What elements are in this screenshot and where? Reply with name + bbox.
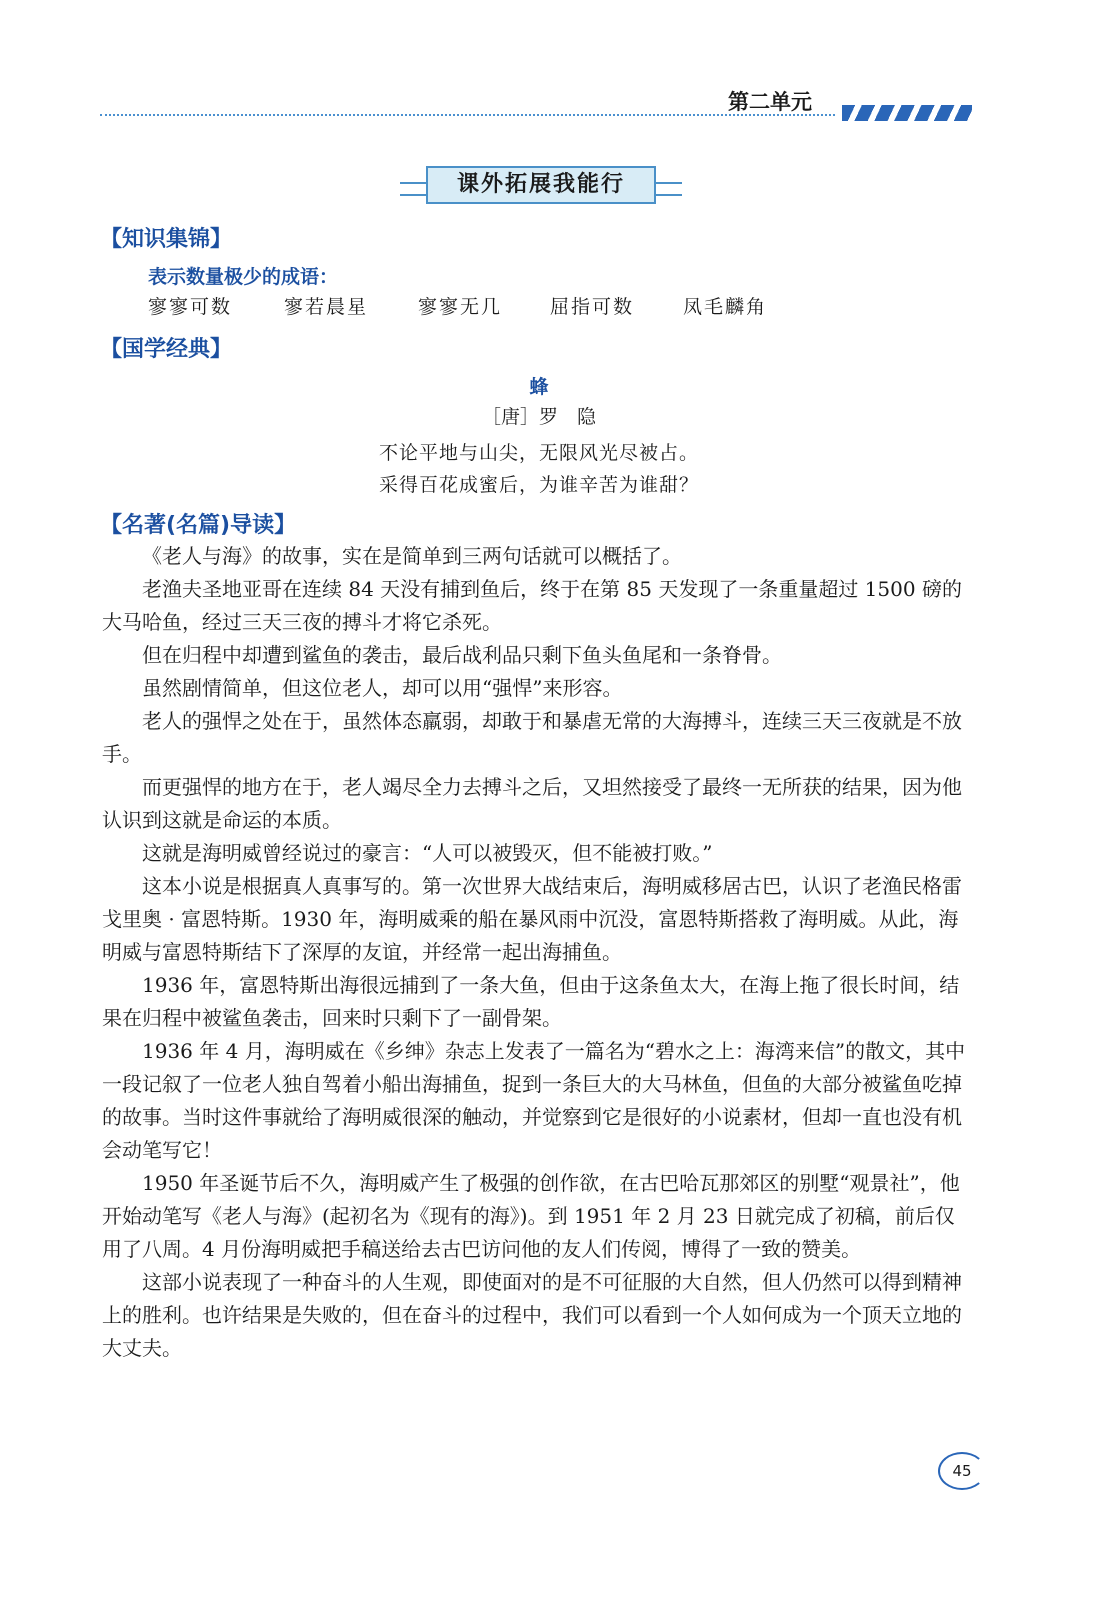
poem-author: ［唐］罗 隐 (481, 406, 596, 428)
idiom-item: 屈指可数 (550, 296, 635, 318)
poem-line: 采得百花成蜜后，为谁辛苦为谁甜？ (378, 474, 699, 496)
poem-line: 不论平地与山尖，无限风光尽被占。 (378, 442, 699, 464)
article-paragraph: 1936 年 4 月，海明威在《乡绅》杂志上发表了一篇名为“碧水之上：海湾来信”的散文，其中一段记叙了一位老人独自驾着小船出海捕鱼，捉到一条巨大的大马林鱼，但鱼的大部分被鲨鱼吃掉的故事。当时这件事就给了海明威很深的触动，并觉察到它是很好的小说素材，但却一直也没有机会动笔写它！ (102, 1039, 966, 1162)
article-paragraph: 这就是海明威曾经说过的豪言：“人可以被毁灭，但不能被打败。” (142, 841, 713, 865)
unit-title: 第二单元 (728, 90, 812, 114)
idioms-subheading: 表示数量极少的成语： (148, 266, 339, 288)
article-paragraph: 1950 年圣诞节后不久，海明威产生了极强的创作欲，在古巴哈瓦那郊区的别墅“观景社”，他开始动笔写《老人与海》(起初名为《现有的海》)。到 1951 年 2 月 23 日就完成了初稿，前后仅用了八周。4 月份海明威把手稿送给去古巴访问他的友人们传阅，博得了一致的赞美。 (102, 1171, 960, 1261)
article-paragraph: 这部小说表现了一种奋斗的人生观，即使面对的是不可征服的大自然，但人仍然可以得到精神上的胜利。也许结果是失败的，但在奋斗的过程中，我们可以看到一个人如何成为一个顶天立地的大丈夫。 (102, 1270, 962, 1360)
reading-article (102, 540, 972, 1365)
reading-heading: 【名著(名篇)导读】 (100, 513, 297, 538)
article-paragraph: 《老人与海》的故事，实在是简单到三两句话就可以概括了。 (142, 544, 682, 568)
idiom-item: 寥若晨星 (284, 296, 369, 318)
article-paragraph: 老渔夫圣地亚哥在连续 84 天没有捕到鱼后，终于在第 85 天发现了一条重量超过 1500 磅的大马哈鱼，经过三天三夜的搏斗才将它杀死。 (102, 577, 962, 634)
idiom-item: 寥寥可数 (148, 296, 233, 318)
poem-title: 蜂 (529, 376, 549, 398)
section-banner (400, 164, 682, 206)
header-divider (100, 114, 835, 116)
idiom-list (148, 292, 848, 322)
article-paragraph: 虽然剧情简单，但这位老人，却可以用“强悍”来形容。 (142, 676, 623, 700)
article-paragraph: 而更强悍的地方在于，老人竭尽全力去搏斗之后，又坦然接受了最终一无所获的结果，因为他认识到这就是命运的本质。 (102, 775, 962, 832)
article-paragraph: 但在归程中却遭到鲨鱼的袭击，最后战利品只剩下鱼头鱼尾和一条脊骨。 (142, 643, 782, 667)
page-number: 45 (938, 1452, 986, 1490)
unit-header (100, 82, 980, 122)
knowledge-heading: 【知识集锦】 (100, 227, 233, 252)
idiom-item: 凤毛麟角 (683, 296, 768, 318)
classics-heading: 【国学经典】 (100, 337, 233, 362)
article-paragraph: 1936 年，富恩特斯出海很远捕到了一条大鱼，但由于这条鱼太大，在海上拖了很长时间，结果在归程中被鲨鱼袭击，回来时只剩下了一副骨架。 (102, 973, 960, 1030)
decorative-stripes (842, 105, 972, 121)
idiom-item: 寥寥无几 (418, 296, 503, 318)
banner-title: 课外拓展我能行 (426, 166, 656, 204)
article-paragraph: 老人的强悍之处在于，虽然体态羸弱，却敢于和暴虐无常的大海搏斗，连续三天三夜就是不放手。 (102, 709, 962, 766)
article-paragraph: 这本小说是根据真人真事写的。第一次世界大战结束后，海明威移居古巴，认识了老渔民格雷戈里奥 · 富恩特斯。1930 年，海明威乘的船在暴风雨中沉没，富恩特斯搭救了海明威。从此，海明威与富恩特斯结下了深厚的友谊，并经常一起出海捕鱼。 (102, 874, 962, 964)
